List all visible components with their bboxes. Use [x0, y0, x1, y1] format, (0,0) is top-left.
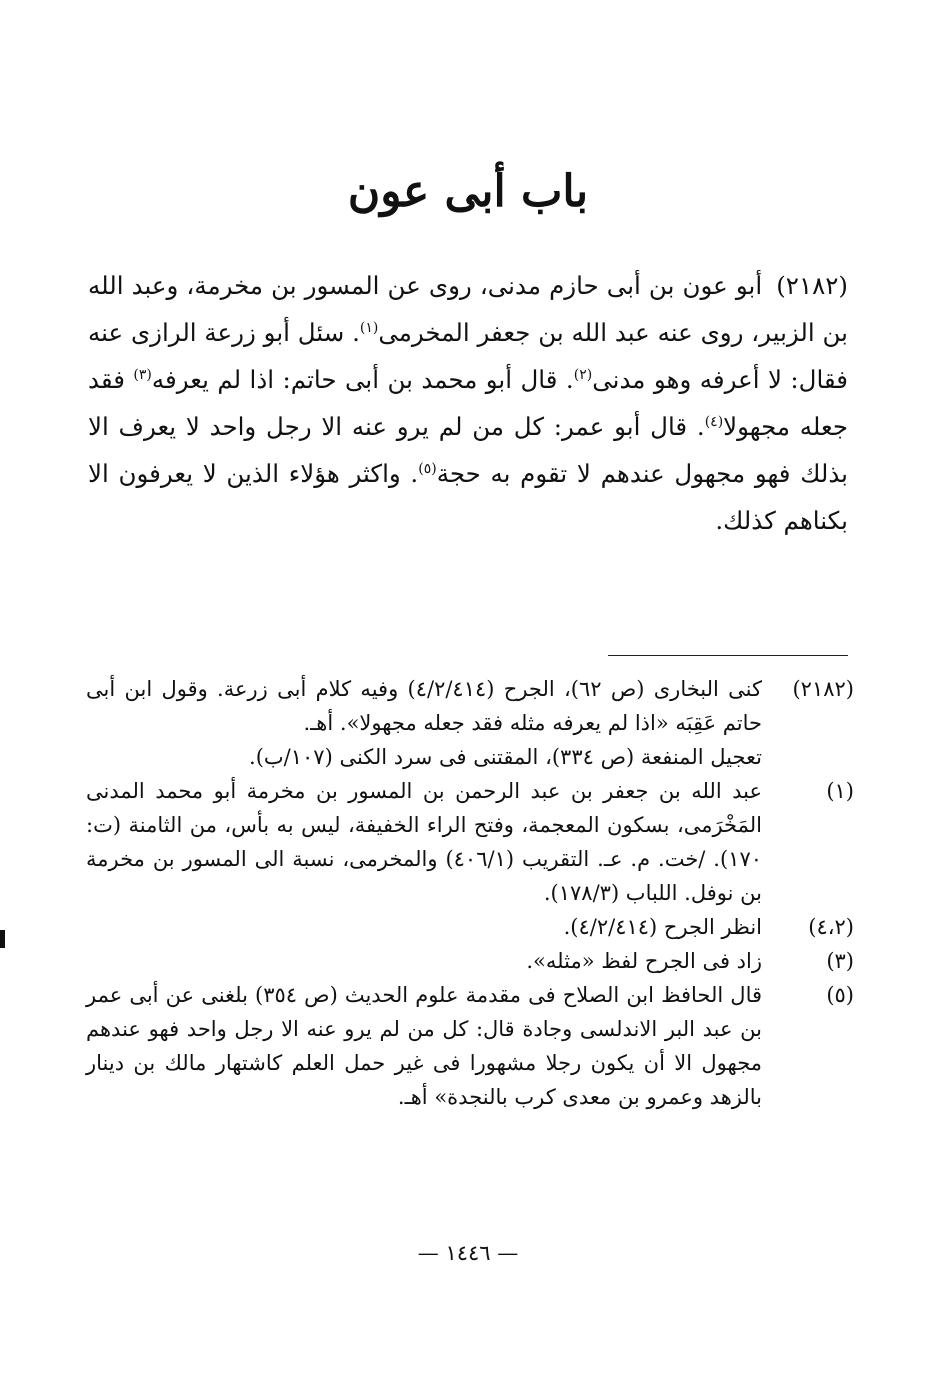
entry-text-part-5: . قال أبو عمر: كل من لم يرو عنه الا رجل واحد لا يعرف الا بذلك فهو مجهول عندهم لا تقوم به حجة	[88, 412, 848, 488]
entry-number: (٢١٨٢)	[776, 271, 848, 300]
footnote-item	[86, 978, 854, 1114]
page-number: — ١٤٤٦ —	[417, 1241, 519, 1265]
footnote-ref-2: (٢)	[573, 367, 593, 383]
footnote-body	[86, 910, 762, 944]
footnote-line: تعجيل المنفعة (ص ٣٣٤)، المقتنى فى سرد الكنى (١٠٧/ب).	[249, 745, 762, 769]
entry-text	[88, 262, 848, 544]
footnote-body	[86, 672, 762, 774]
footnote-number: (٤،٢)	[808, 915, 854, 939]
footnote-body	[86, 774, 762, 910]
entry-text-part-1: أبو عون بن أبى حازم مدنى، روى عن المسور بن مخرمة، وعبد الله بن الزبير، روى عنه عبد الله بن جعفر المخرمى	[88, 271, 849, 347]
footnote-line: زاد فى الجرح لفظ «مثله».	[526, 949, 762, 973]
scan-edge-mark	[0, 930, 5, 948]
footnotes-section	[86, 672, 854, 1114]
footnote-item	[86, 672, 854, 774]
entry-text-part-3: . قال أبو محمد بن أبى حاتم: اذا لم يعرفه	[151, 365, 574, 394]
footnote-line: قال الحافظ ابن الصلاح فى مقدمة علوم الحديث (ص ٣٥٤) بلغنى عن أبى عمر بن عبد البر الاندلسى وجادة قال: كل من لم يرو عنه الا رجل واحد فهو عندهم مجهول الا أن يكون رجلا مشهورا فى غير حمل العلم كاشتهار مالك بن دينار بالزهد وعمرو بن معدى كرب بالنجدة» أهـ.	[86, 983, 763, 1109]
footnote-ref-1: (١)	[359, 320, 379, 336]
footnote-item	[86, 944, 854, 978]
chapter-title: باب أبى عون	[347, 166, 589, 217]
footnote-body	[86, 978, 762, 1114]
footnote-item	[86, 774, 854, 910]
footnote-item	[86, 910, 854, 944]
footnote-line: عبد الله بن جعفر بن عبد الرحمن بن المسور بن مخرمة أبو محمد المدنى المَخْرَمى، بسكون المعجمة، وفتح الراء الخفيفة، ليس به بأس، من الثامنة (ت: ١٧٠). /خت. م. عـ. التقريب (٤٠٦/١) والمخرمى، نسبة الى المسور بن مخرمة بن نوفل. اللباب (١٧٨/٣).	[86, 779, 763, 905]
footnote-number: (٢١٨٢)	[792, 677, 854, 701]
footnote-divider	[608, 655, 848, 656]
footnote-number: (١)	[826, 779, 854, 803]
entry-text-part-4: فقد جعله مجهولا	[88, 365, 848, 441]
footnote-number: (٥)	[826, 983, 854, 1007]
entry-text-part-2: . سئل أبو زرعة الرازى عنه فقال: لا أعرفه وهو مدنى	[88, 318, 849, 394]
footnote-ref-4: (٤)	[704, 414, 724, 430]
footnote-ref-3: (٣)	[133, 367, 152, 383]
entry-text-part-6: . واكثر هؤلاء الذين لا يعرفون الا بكناهم كذلك.	[88, 459, 848, 535]
footnote-line: انظر الجرح (٤/٢/٤١٤).	[563, 915, 762, 939]
footnote-line: كنى البخارى (ص ٦٢)، الجرح (٤/٢/٤١٤) وفيه كلام أبى زرعة. وقول ابن أبى حاتم عَقِبَه «اذا لم يعرفه مثله فقد جعله مجهولا». أهـ.	[86, 677, 762, 735]
footnote-body	[86, 944, 762, 978]
footnote-number: (٣)	[826, 949, 854, 973]
footnote-ref-5: (٥)	[418, 461, 437, 477]
